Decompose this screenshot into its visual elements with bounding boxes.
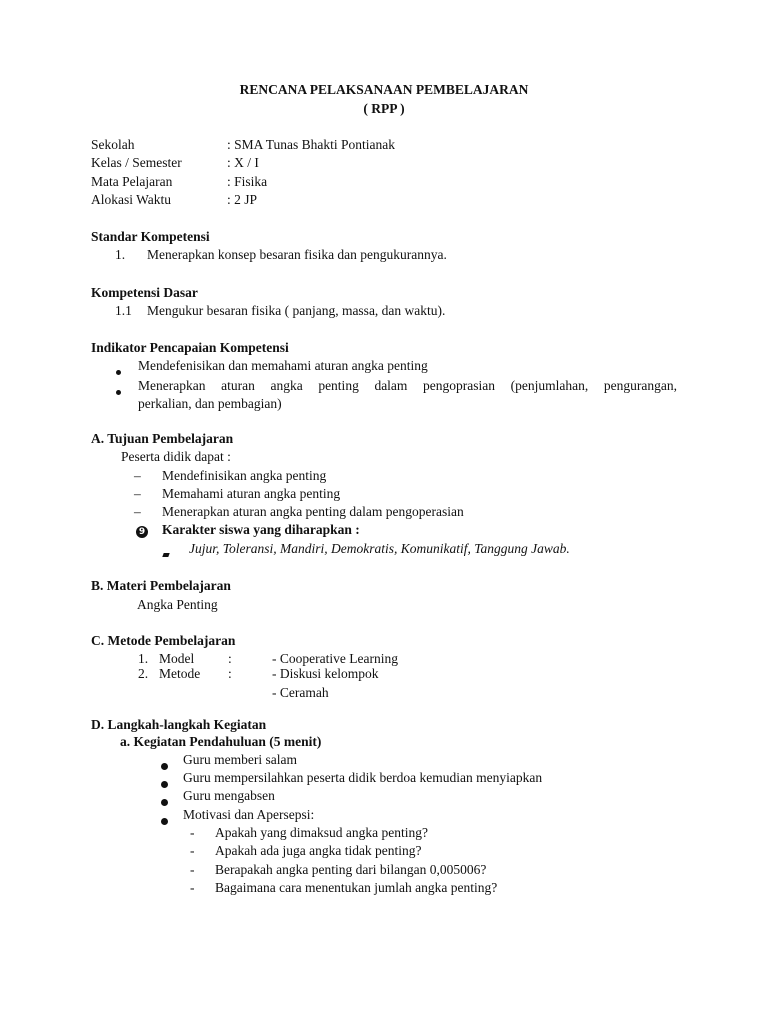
indikator-continuation: perkalian, dan pembagian)	[138, 396, 282, 411]
bullet-icon	[116, 384, 121, 400]
metode-row-colon: :	[228, 666, 232, 681]
identity-value-alokasi: : 2 JP	[227, 192, 258, 207]
bullet-icon	[161, 813, 168, 829]
indikator-item: Mendefenisikan dan memahami aturan angka penting	[138, 358, 428, 373]
langkah-item: Guru mempersilahkan peserta didik berdoa kemudian menyiapkan	[183, 770, 543, 785]
metode-row-num: 1.	[138, 651, 149, 666]
metode-row-value: - Cooperative Learning	[272, 651, 398, 666]
karakter-values: Jujur, Toleransi, Mandiri, Demokratis, Komunikatif, Tanggung Jawab.	[189, 541, 570, 556]
identity-label-mapel: Mata Pelajaran	[91, 174, 173, 189]
dash-icon: –	[134, 486, 141, 501]
tujuan-heading: A. Tujuan Pembelajaran	[91, 431, 234, 446]
identity-label-alokasi: Alokasi Waktu	[91, 192, 172, 207]
indikator-heading: Indikator Pencapaian Kompetensi	[91, 340, 289, 355]
identity-label-kelas: Kelas / Semester	[91, 155, 182, 170]
apersepsi-question: Bagaimana cara menentukan jumlah angka penting?	[215, 880, 498, 895]
dash-icon: -	[190, 843, 195, 858]
kompetensi-heading: Kompetensi Dasar	[91, 285, 198, 300]
dash-icon: –	[134, 504, 141, 519]
standar-text: Menerapkan konsep besaran fisika dan pengukurannya.	[147, 247, 447, 262]
karakter-heading: Karakter siswa yang diharapkan :	[162, 522, 360, 537]
square-bullet-icon	[163, 546, 169, 562]
dash-icon: –	[134, 468, 141, 483]
metode-heading: C. Metode Pembelajaran	[91, 633, 236, 648]
langkah-item: Guru memberi salam	[183, 752, 297, 767]
bullet-icon	[161, 794, 168, 810]
identity-value-mapel: : Fisika	[227, 174, 268, 189]
document-title: RENCANA PELAKSANAAN PEMBELAJARAN	[239, 82, 529, 97]
document-subtitle: ( RPP )	[363, 101, 405, 116]
materi-text: Angka Penting	[137, 597, 218, 612]
apersepsi-question: Apakah ada juga angka tidak penting?	[215, 843, 422, 858]
apersepsi-question: Berapakah angka penting dari bilangan 0,005006?	[215, 862, 487, 877]
metode-row-colon: :	[228, 651, 232, 666]
identity-value-sekolah: : SMA Tunas Bhakti Pontianak	[227, 137, 396, 152]
langkah-subheading: a. Kegiatan Pendahuluan (5 menit)	[120, 734, 322, 749]
indikator-item: Menerapkan aturan angka penting dalam pengoprasian (penjumlahan, pengurangan,	[138, 378, 677, 393]
apersepsi-question: Apakah yang dimaksud angka penting?	[215, 825, 428, 840]
kompetensi-text: Mengukur besaran fisika ( panjang, massa, dan waktu).	[147, 303, 446, 318]
metode-row-num: 2.	[138, 666, 149, 681]
dash-icon: -	[190, 825, 195, 840]
numbered-circle-icon: 9	[136, 523, 148, 539]
identity-value-kelas: : X / I	[227, 155, 259, 170]
tujuan-item: Menerapkan aturan angka penting dalam pengoperasian	[162, 504, 464, 519]
kompetensi-num: 1.1	[115, 303, 132, 318]
identity-label-sekolah: Sekolah	[91, 137, 135, 152]
metode-row-label: Model	[159, 651, 195, 666]
dash-icon: -	[190, 880, 195, 895]
bullet-icon	[161, 776, 168, 792]
metode-extra: - Ceramah	[272, 685, 329, 700]
standar-num: 1.	[115, 247, 126, 262]
tujuan-intro: Peserta didik dapat :	[121, 449, 231, 464]
tujuan-item: Memahami aturan angka penting	[162, 486, 341, 501]
materi-heading: B. Materi Pembelajaran	[91, 578, 231, 593]
langkah-item: Motivasi dan Apersepsi:	[183, 807, 315, 822]
bullet-icon	[161, 758, 168, 774]
bullet-icon	[116, 364, 121, 380]
dash-icon: -	[190, 862, 195, 877]
langkah-item: Guru mengabsen	[183, 788, 275, 803]
metode-row-value: - Diskusi kelompok	[272, 666, 379, 681]
standar-heading: Standar Kompetensi	[91, 229, 210, 244]
tujuan-item: Mendefinisikan angka penting	[162, 468, 327, 483]
langkah-heading: D. Langkah-langkah Kegiatan	[91, 717, 267, 732]
metode-row-label: Metode	[159, 666, 201, 681]
